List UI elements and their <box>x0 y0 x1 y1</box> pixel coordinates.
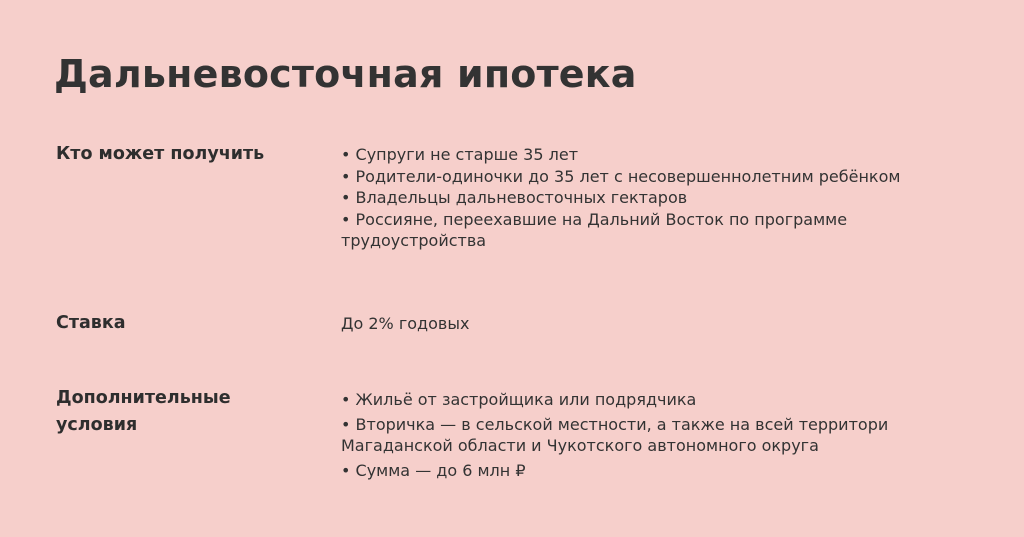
row-content-who-can-get <box>341 144 981 252</box>
list-item: • Сумма — до 6 млн ₽ <box>341 460 526 480</box>
list-item: • Владельцы дальневосточных гектаров <box>341 188 688 207</box>
row-label-line: условия <box>56 415 138 435</box>
eligibility-list <box>341 144 981 252</box>
list-item: • Жильё от застройщика или подрядчика <box>341 390 697 409</box>
list-item: • Супруги не старше 35 лет <box>341 145 579 164</box>
list-item: • Вторичка — в сельской местности, а также на всей территори Магаданской области и Чукотского автономного округа <box>341 414 889 455</box>
list-item: • Россияне, переехавшие на Дальний Восток по программе трудоустройства <box>341 209 848 250</box>
row-label-rate: Ставка <box>56 313 126 333</box>
row-content-rate: До 2% годовых <box>341 314 470 333</box>
row-label-line: Дополнительные <box>56 388 231 408</box>
list-item: • Родители-одиночки до 35 лет с несовершеннолетним ребёнком <box>341 166 901 186</box>
row-label-who-can-get: Кто может получить <box>56 144 265 164</box>
row-label-additional-conditions <box>56 385 231 439</box>
row-content-additional-conditions <box>341 389 981 481</box>
conditions-list <box>341 389 981 481</box>
page-title: Дальневосточная ипотека <box>54 52 637 96</box>
